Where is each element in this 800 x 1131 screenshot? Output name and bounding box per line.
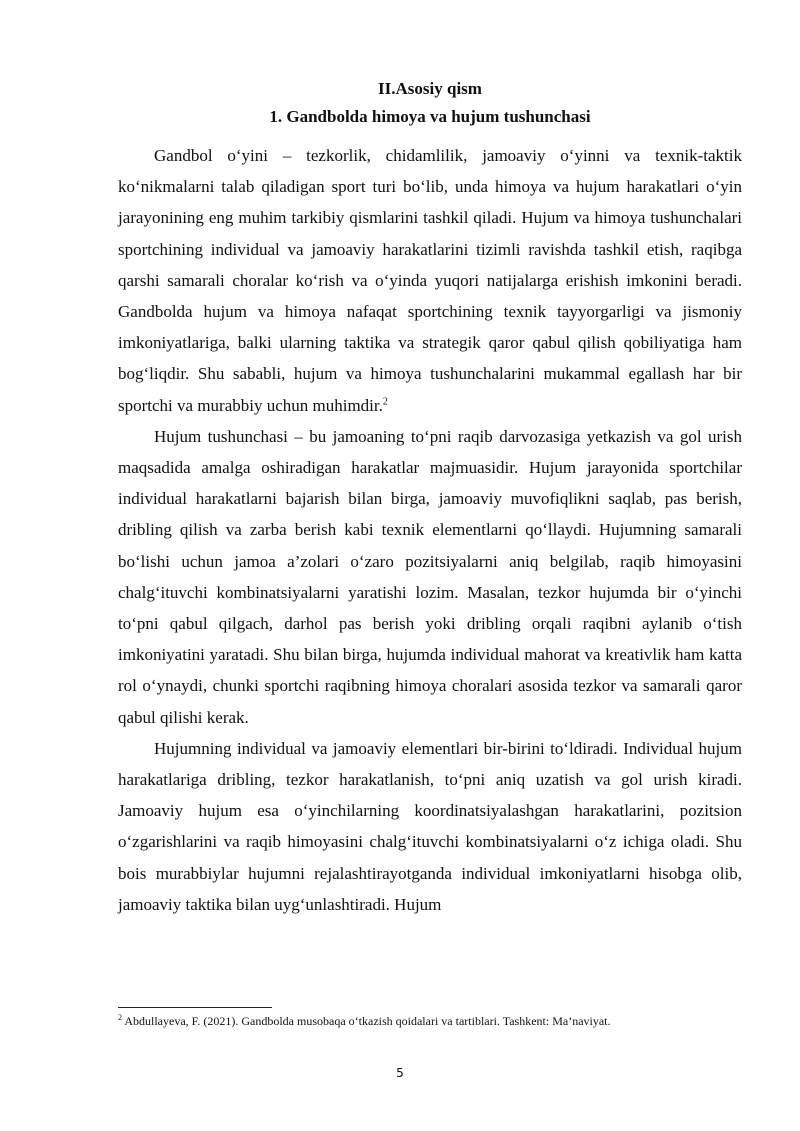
footnote-text: Abdullayeva, F. (2021). Gandbolda musobaqa o‘tkazish qoidalari va tartiblari. Tashkent: Ma’naviyat.: [122, 1014, 611, 1028]
footnote-reference[interactable]: 2: [382, 395, 388, 407]
footnote: [118, 1013, 748, 1029]
paragraph-3: Hujumning individual va jamoaviy elementlari bir-birini to‘ldiradi. Individual hujum harakatlariga dribling, tezkor harakatlanish, to‘pni aniq uzatish va gol urish kiradi. Jamoaviy hujum esa o‘yinchilarning koordinatsiyalashgan harakatlarini, pozitsion o‘zgarishlarini va raqib himoyasini chalg‘ituvchi kombinatsiyalarni o‘z ichiga oladi. Shu bois murabbiylar hujumni rejalashtirayotganda individual imkoniyatlarni hisobga olib, jamoaviy taktika bilan uyg‘unlashtiradi. Hujum: [118, 738, 742, 914]
page-number: 5: [396, 1066, 404, 1080]
paragraph-2: Hujum tushunchasi – bu jamoaning to‘pni raqib darvozasiga yetkazish va gol urish maqsadida amalga oshiradigan harakatlar majmuasidir. Hujum jarayonida sportchilar individual harakatlarni bajarish bilan birga, jamoaviy muvofiqlikni saqlab, pas berish, dribling qilish va zarba berish kabi texnik elementlarni qo‘llaydi. Hujumning samarali bo‘lishi uchun jamoa a’zolari o‘zaro pozitsiyalarni aniq belgilab, raqib himoyasini chalg‘ituvchi kombinatsiyalarni yaratishi lozim. Masalan, tezkor hujumda bir o‘yinchi to‘pni qabul qilgach, darhol pas berish yoki dribling orqali raqibni aylanib o‘tish imkoniyatini yaratadi. Shu bilan birga, hujumda individual mahorat va kreativlik ham katta rol o‘ynaydi, chunki sportchi raqibning himoya choralari asosida tezkor va samarali qaror qabul qilishi kerak.: [118, 426, 742, 727]
footnote-marker: 2: [118, 1013, 122, 1022]
section-title: II.Asosiy qism: [378, 79, 482, 98]
paragraph-1-text: Gandbol o‘yini – tezkorlik, chidamlilik, jamoaviy o‘yinni va texnik-taktik ko‘nikmalarni talab qiladigan sport turi bo‘lib, unda himoya va hujum harakatlari o‘yin jarayonining eng muhim tarkibiy qismlarini tashkil qiladi. Hujum va himoya tushunchalari sportchining individual va jamoaviy harakatlarini tizimli ravishda tashkil etish, raqibga qarshi samarali choralar ko‘rish va o‘yinda yuqori natijalarga erishish imkonini beradi. Gandbolda hujum va himoya nafaqat sportchining texnik tayyorgarligi va jismoniy imkoniyatlariga, balki ularning taktika va strategik qaror qabul qilish qobiliyatiga ham bog‘liqdir. Shu sababli, hujum va himoya tushunchalarini mukammal egallash har bir sportchi va murabbiy uchun muhimdir.: [118, 146, 742, 415]
paragraph-1: [118, 140, 742, 421]
page-body: [118, 76, 742, 920]
chapter-title: 1. Gandbolda himoya va hujum tushunchasi: [269, 107, 591, 126]
footnote-separator: [118, 1007, 272, 1008]
